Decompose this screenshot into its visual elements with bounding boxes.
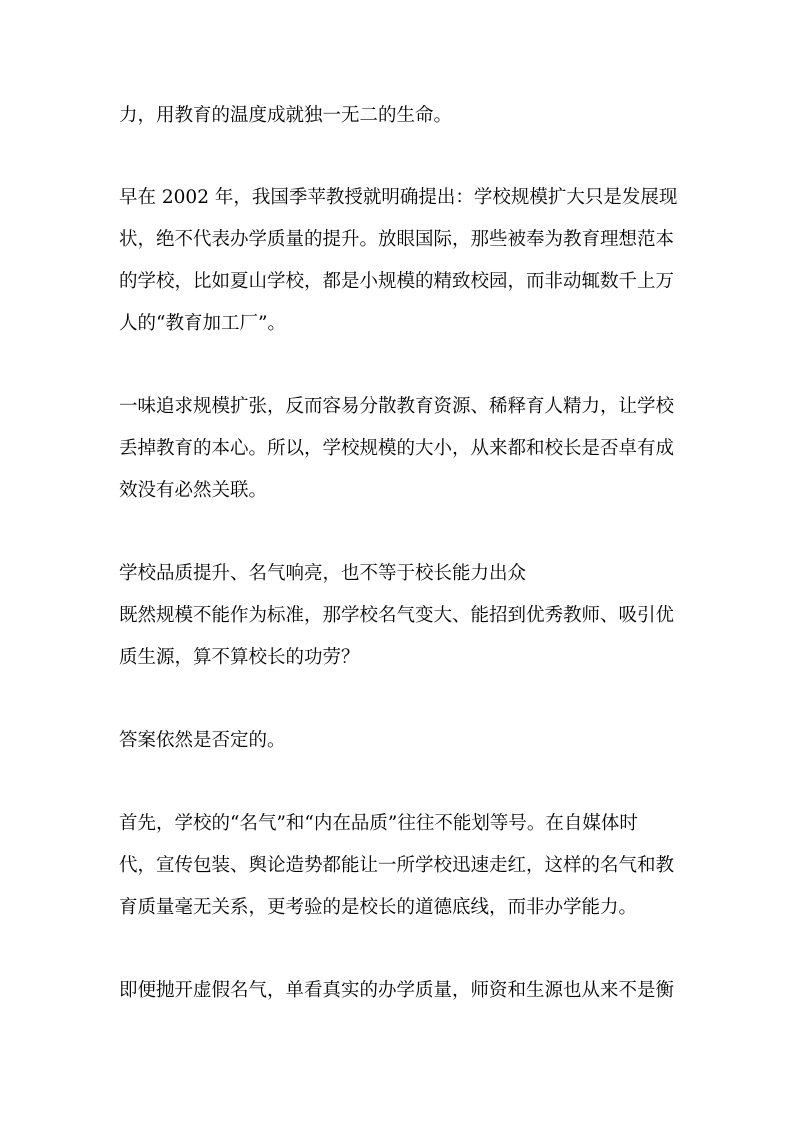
text-line: 丢掉教育的本心。所以，学校规模的大小，从来都和校长是否卓有成 [119, 438, 675, 459]
text-line: 一味追求规模扩张，反而容易分散教育资源、稀释育人精力，让学校 [119, 396, 675, 417]
text-line: 力，用教育的温度成就独一无二的生命。 [119, 105, 453, 126]
text-line: 质生源，算不算校长的功劳？ [119, 647, 360, 668]
text-line: 代，宣传包装、舆论造势都能让一所学校迅速走红，这样的名气和教 [119, 855, 675, 876]
section-heading: 学校品质提升、名气响亮，也不等于校长能力出众 [119, 563, 527, 584]
text-line: 首先，学校的“名气”和“内在品质”往往不能划等号。在自媒体时 [119, 813, 638, 834]
text-line: 效没有必然关联。 [119, 480, 268, 501]
text-line: 答案依然是否定的。 [119, 730, 286, 751]
text-line: 人的“教育加工厂”。 [119, 313, 286, 334]
text-line: 的学校，比如夏山学校，都是小规模的精致校园，而非动辄数千上万 [119, 271, 675, 292]
text-line: 状，绝不代表办学质量的提升。放眼国际，那些被奉为教育理想范本 [119, 229, 675, 250]
text-line: 即便抛开虚假名气，单看真实的办学质量，师资和生源也从来不是衡 [119, 980, 675, 1001]
text-line: 育质量毫无关系，更考验的是校长的道德底线，而非办学能力。 [119, 897, 638, 918]
text-line: 早在 2002 年，我国季苹教授就明确提出：学校规模扩大只是发展现 [119, 187, 678, 208]
text-line: 既然规模不能作为标准，那学校名气变大、能招到优秀教师、吸引优 [119, 605, 675, 626]
